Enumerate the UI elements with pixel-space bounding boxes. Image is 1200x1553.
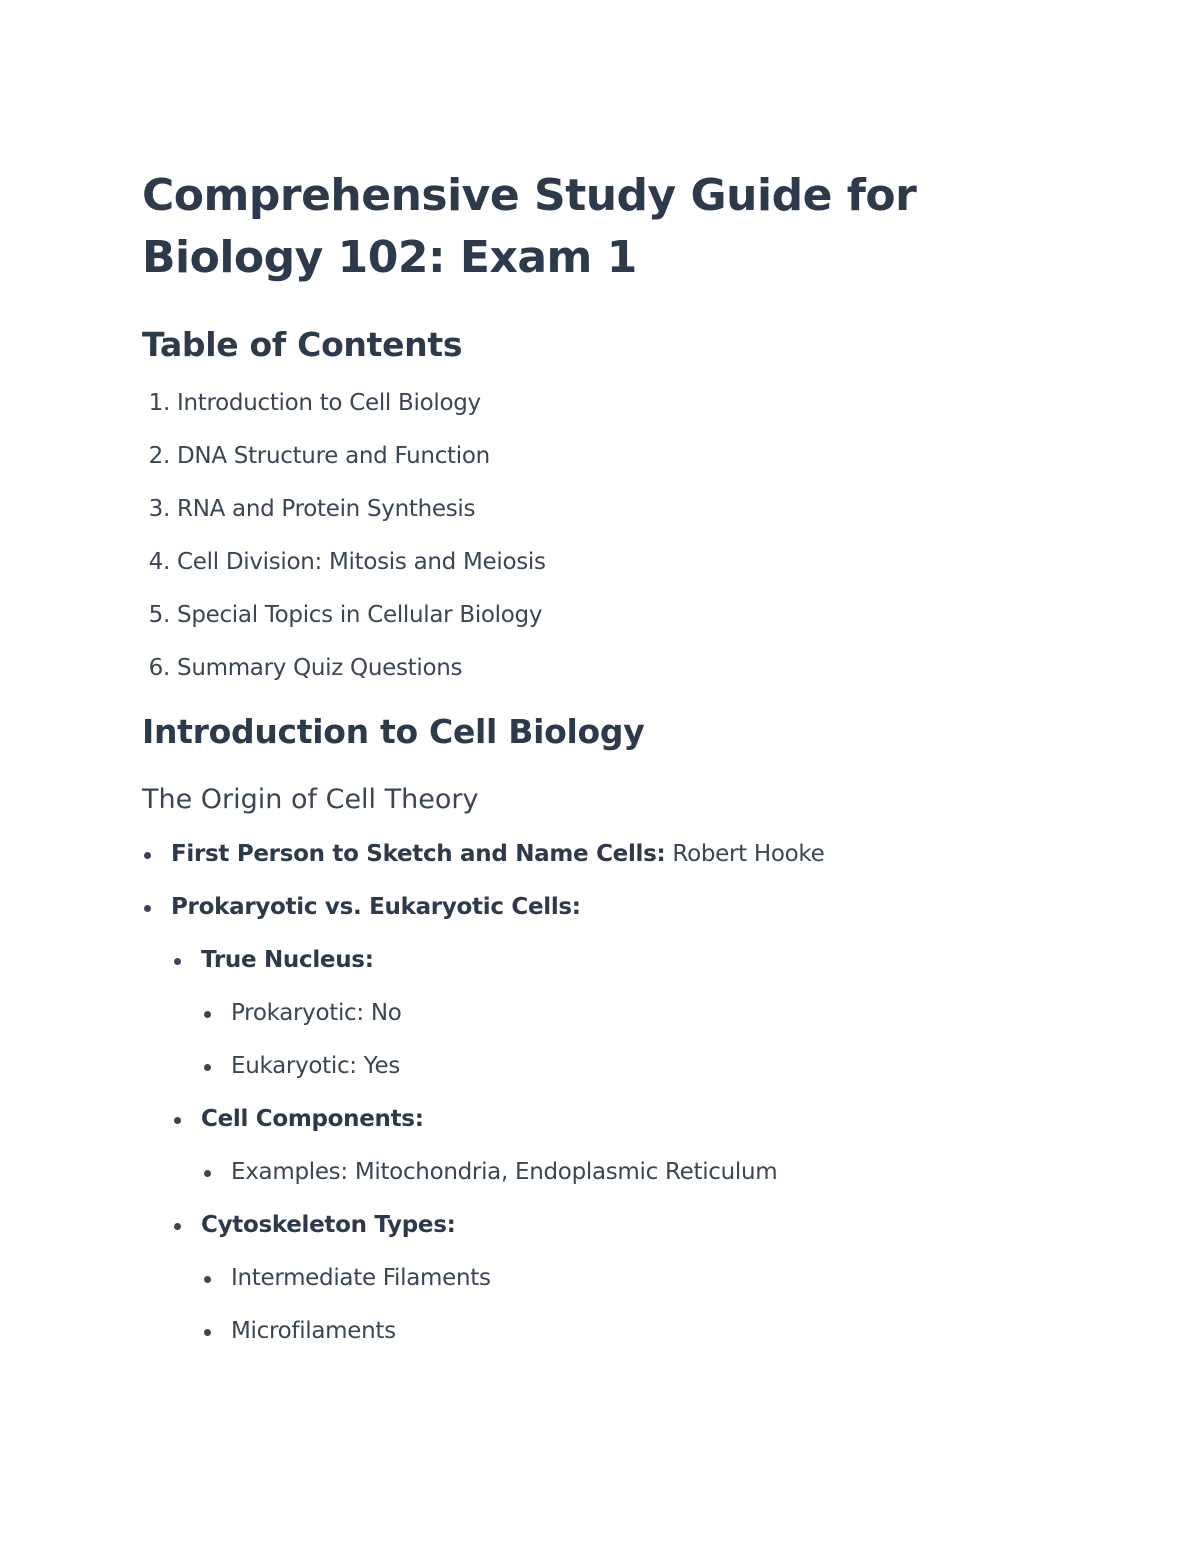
list-item: [142, 1211, 1072, 1239]
list-item: [142, 1158, 1072, 1186]
list-item: [142, 1317, 1072, 1345]
list-item-label: Cytoskeleton Types:: [201, 1212, 456, 1238]
toc-item-number: 1.: [148, 390, 170, 416]
toc-item: [142, 654, 1072, 682]
list-item: [142, 840, 1072, 868]
list-item-value: Eukaryotic: Yes: [231, 1053, 400, 1079]
list-item-value: Examples: Mitochondria, Endoplasmic Reticulum: [231, 1159, 778, 1185]
toc-item: [142, 548, 1072, 576]
list-item: [142, 1052, 1072, 1080]
bullet-list: [142, 840, 1072, 1345]
toc-item-number: 4.: [148, 549, 170, 575]
toc-item-number: 6.: [148, 655, 170, 681]
toc-item-label: RNA and Protein Synthesis: [177, 496, 476, 522]
toc-item-number: 3.: [148, 496, 170, 522]
toc-item-number: 2.: [148, 443, 170, 469]
list-item-value: Microfilaments: [231, 1318, 396, 1344]
toc-item-number: 5.: [148, 602, 170, 628]
toc-item-label: Introduction to Cell Biology: [177, 390, 481, 416]
section-heading: Introduction to Cell Biology: [142, 712, 645, 751]
toc-item: [142, 389, 1072, 417]
list-item: [142, 1264, 1072, 1292]
table-of-contents: [142, 389, 1072, 682]
list-item-label: First Person to Sketch and Name Cells:: [171, 841, 666, 867]
toc-item-label: Cell Division: Mitosis and Meiosis: [177, 549, 546, 575]
toc-heading: Table of Contents: [142, 325, 463, 364]
list-item: [142, 893, 1072, 921]
list-item-label: True Nucleus:: [201, 947, 374, 973]
toc-item-label: Summary Quiz Questions: [177, 655, 463, 681]
document-page: [142, 165, 1072, 1345]
list-item: [142, 946, 1072, 974]
toc-item: [142, 495, 1072, 523]
list-item-value: Intermediate Filaments: [231, 1265, 491, 1291]
list-item: [142, 1105, 1072, 1133]
list-item: [142, 999, 1072, 1027]
list-item-value: Prokaryotic: No: [231, 1000, 402, 1026]
list-item-label: Prokaryotic vs. Eukaryotic Cells:: [171, 894, 581, 920]
list-item-label: Cell Components:: [201, 1106, 424, 1132]
section-subheading: The Origin of Cell Theory: [142, 784, 479, 815]
toc-item-label: Special Topics in Cellular Biology: [177, 602, 543, 628]
document-title: Comprehensive Study Guide for Biology 102: Exam 1: [142, 170, 917, 283]
toc-item-label: DNA Structure and Function: [177, 443, 490, 469]
toc-item: [142, 601, 1072, 629]
list-item-value: Robert Hooke: [672, 841, 825, 867]
toc-item: [142, 442, 1072, 470]
